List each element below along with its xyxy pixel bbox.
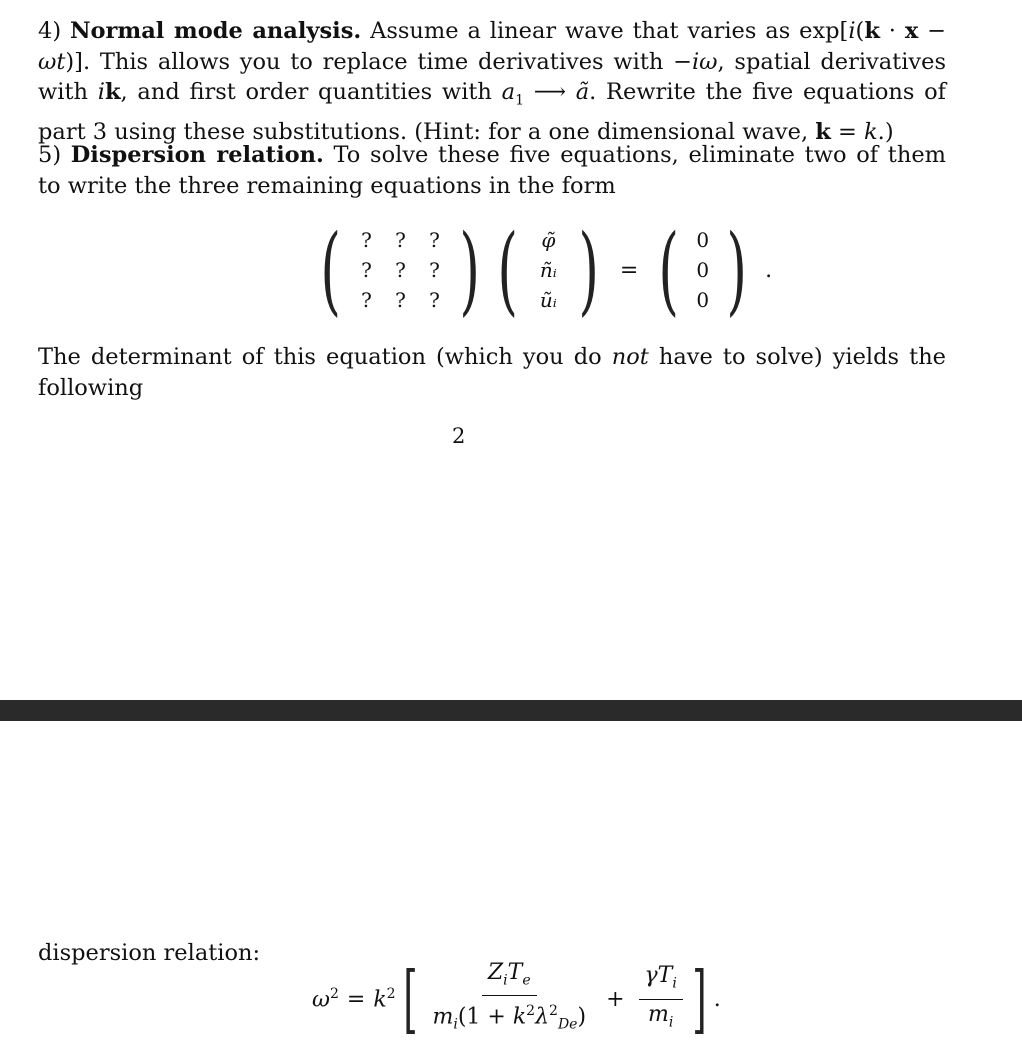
part5-heading: Dispersion relation. <box>70 142 324 168</box>
page-divider <box>0 700 1022 721</box>
determinant-text-after: have to solve) yields the following <box>38 344 946 401</box>
matrix-cell: ? <box>361 258 372 282</box>
left-bracket: [ <box>402 956 418 1042</box>
electron-term: $\frac{Z_iT_e}{m_i(1 + k^2\lambda^2_{De})}$ <box>432 959 587 1034</box>
equals-sign: = <box>619 257 639 283</box>
determinant-emphasis: not <box>611 344 649 370</box>
zero-entry: 0 <box>696 258 710 282</box>
zero-vector <box>688 226 718 314</box>
part5-text-a: To solve these five equations, eliminate two of them to write the three remaining equations in the form <box>38 142 946 199</box>
omega-squared: $\omega^2$ <box>312 985 339 1013</box>
matrix-cell: ? <box>395 258 406 282</box>
plus-sign: + <box>606 986 625 1012</box>
ion-term: $\frac{\gamma T_i}{m_i}$ <box>639 963 683 1035</box>
dispersion-label: dispersion relation: <box>38 940 261 966</box>
matrix-cell: ? <box>429 288 440 312</box>
left-paren: ( <box>497 214 518 326</box>
part5-paragraph <box>38 140 946 201</box>
part4-paragraph: 4) Normal mode analysis. Assume a linear wave that varies as exp[i(k · x − ωt)]. This allows you to replace time derivatives with −iω, spatial derivatives with ik, and first order quantities with $a_1$ ⟶ ã. Rewrite the five equations of part 3 using these substitutions. (Hint: for a one dimensional wave, k = k.) <box>38 18 947 145</box>
wave-exponent: i <box>848 18 856 44</box>
vector-u: ũᵢ <box>539 288 557 312</box>
right-paren: ) <box>578 214 600 326</box>
left-paren: ( <box>320 214 342 326</box>
page-number: 2 <box>452 424 466 448</box>
part4-text-a: Assume a linear wave that varies as exp[ <box>361 18 849 44</box>
matrix-cell: ? <box>429 258 440 282</box>
period: . <box>765 257 773 283</box>
part4-text-e: . Rewrite the five equations of part 3 using these substitutions. (Hint: for a one dimensional wave, <box>38 79 947 145</box>
zero-entry: 0 <box>696 288 710 312</box>
formula-period: . <box>713 986 721 1012</box>
vector-n: ñᵢ <box>539 258 557 282</box>
hint-k: k <box>815 118 831 145</box>
space-derivative-sub: i <box>97 79 105 106</box>
matrix-cell: ? <box>429 228 440 252</box>
dispersion-formula <box>312 956 721 1042</box>
right-paren: ) <box>726 214 747 326</box>
first-order-sub: $a_1$ <box>501 79 524 109</box>
matrix-cell: ? <box>395 288 406 312</box>
matrix-cell: ? <box>361 288 372 312</box>
right-paren: ) <box>459 214 481 326</box>
part4-heading: Normal mode analysis. <box>69 18 362 44</box>
part4-text-d: , and first order quantities with <box>120 79 502 106</box>
vector-phi: φ̃ <box>541 228 556 252</box>
coefficient-matrix <box>349 226 451 314</box>
matrix-cell: ? <box>361 228 372 252</box>
part4-text-f: .) <box>877 118 894 145</box>
time-derivative-sub: −iω <box>673 48 718 75</box>
left-paren: ( <box>658 214 680 326</box>
determinant-paragraph <box>38 342 946 403</box>
right-bracket: ] <box>692 956 707 1042</box>
unknown-vector <box>526 226 570 314</box>
k-squared: $k^2$ <box>373 985 396 1013</box>
part4-text-b: This allows you to replace time derivatives with <box>99 48 674 75</box>
part5-number: 5) <box>38 142 62 168</box>
determinant-text-before: The determinant of this equation (which you do <box>38 344 612 370</box>
matrix-equation <box>312 214 773 326</box>
formula-equals: = <box>346 986 366 1012</box>
matrix-cell: ? <box>395 228 406 252</box>
zero-entry: 0 <box>696 228 710 252</box>
part4-number: 4) <box>38 18 62 44</box>
part4-text-c: , spatial derivatives with <box>38 48 946 106</box>
